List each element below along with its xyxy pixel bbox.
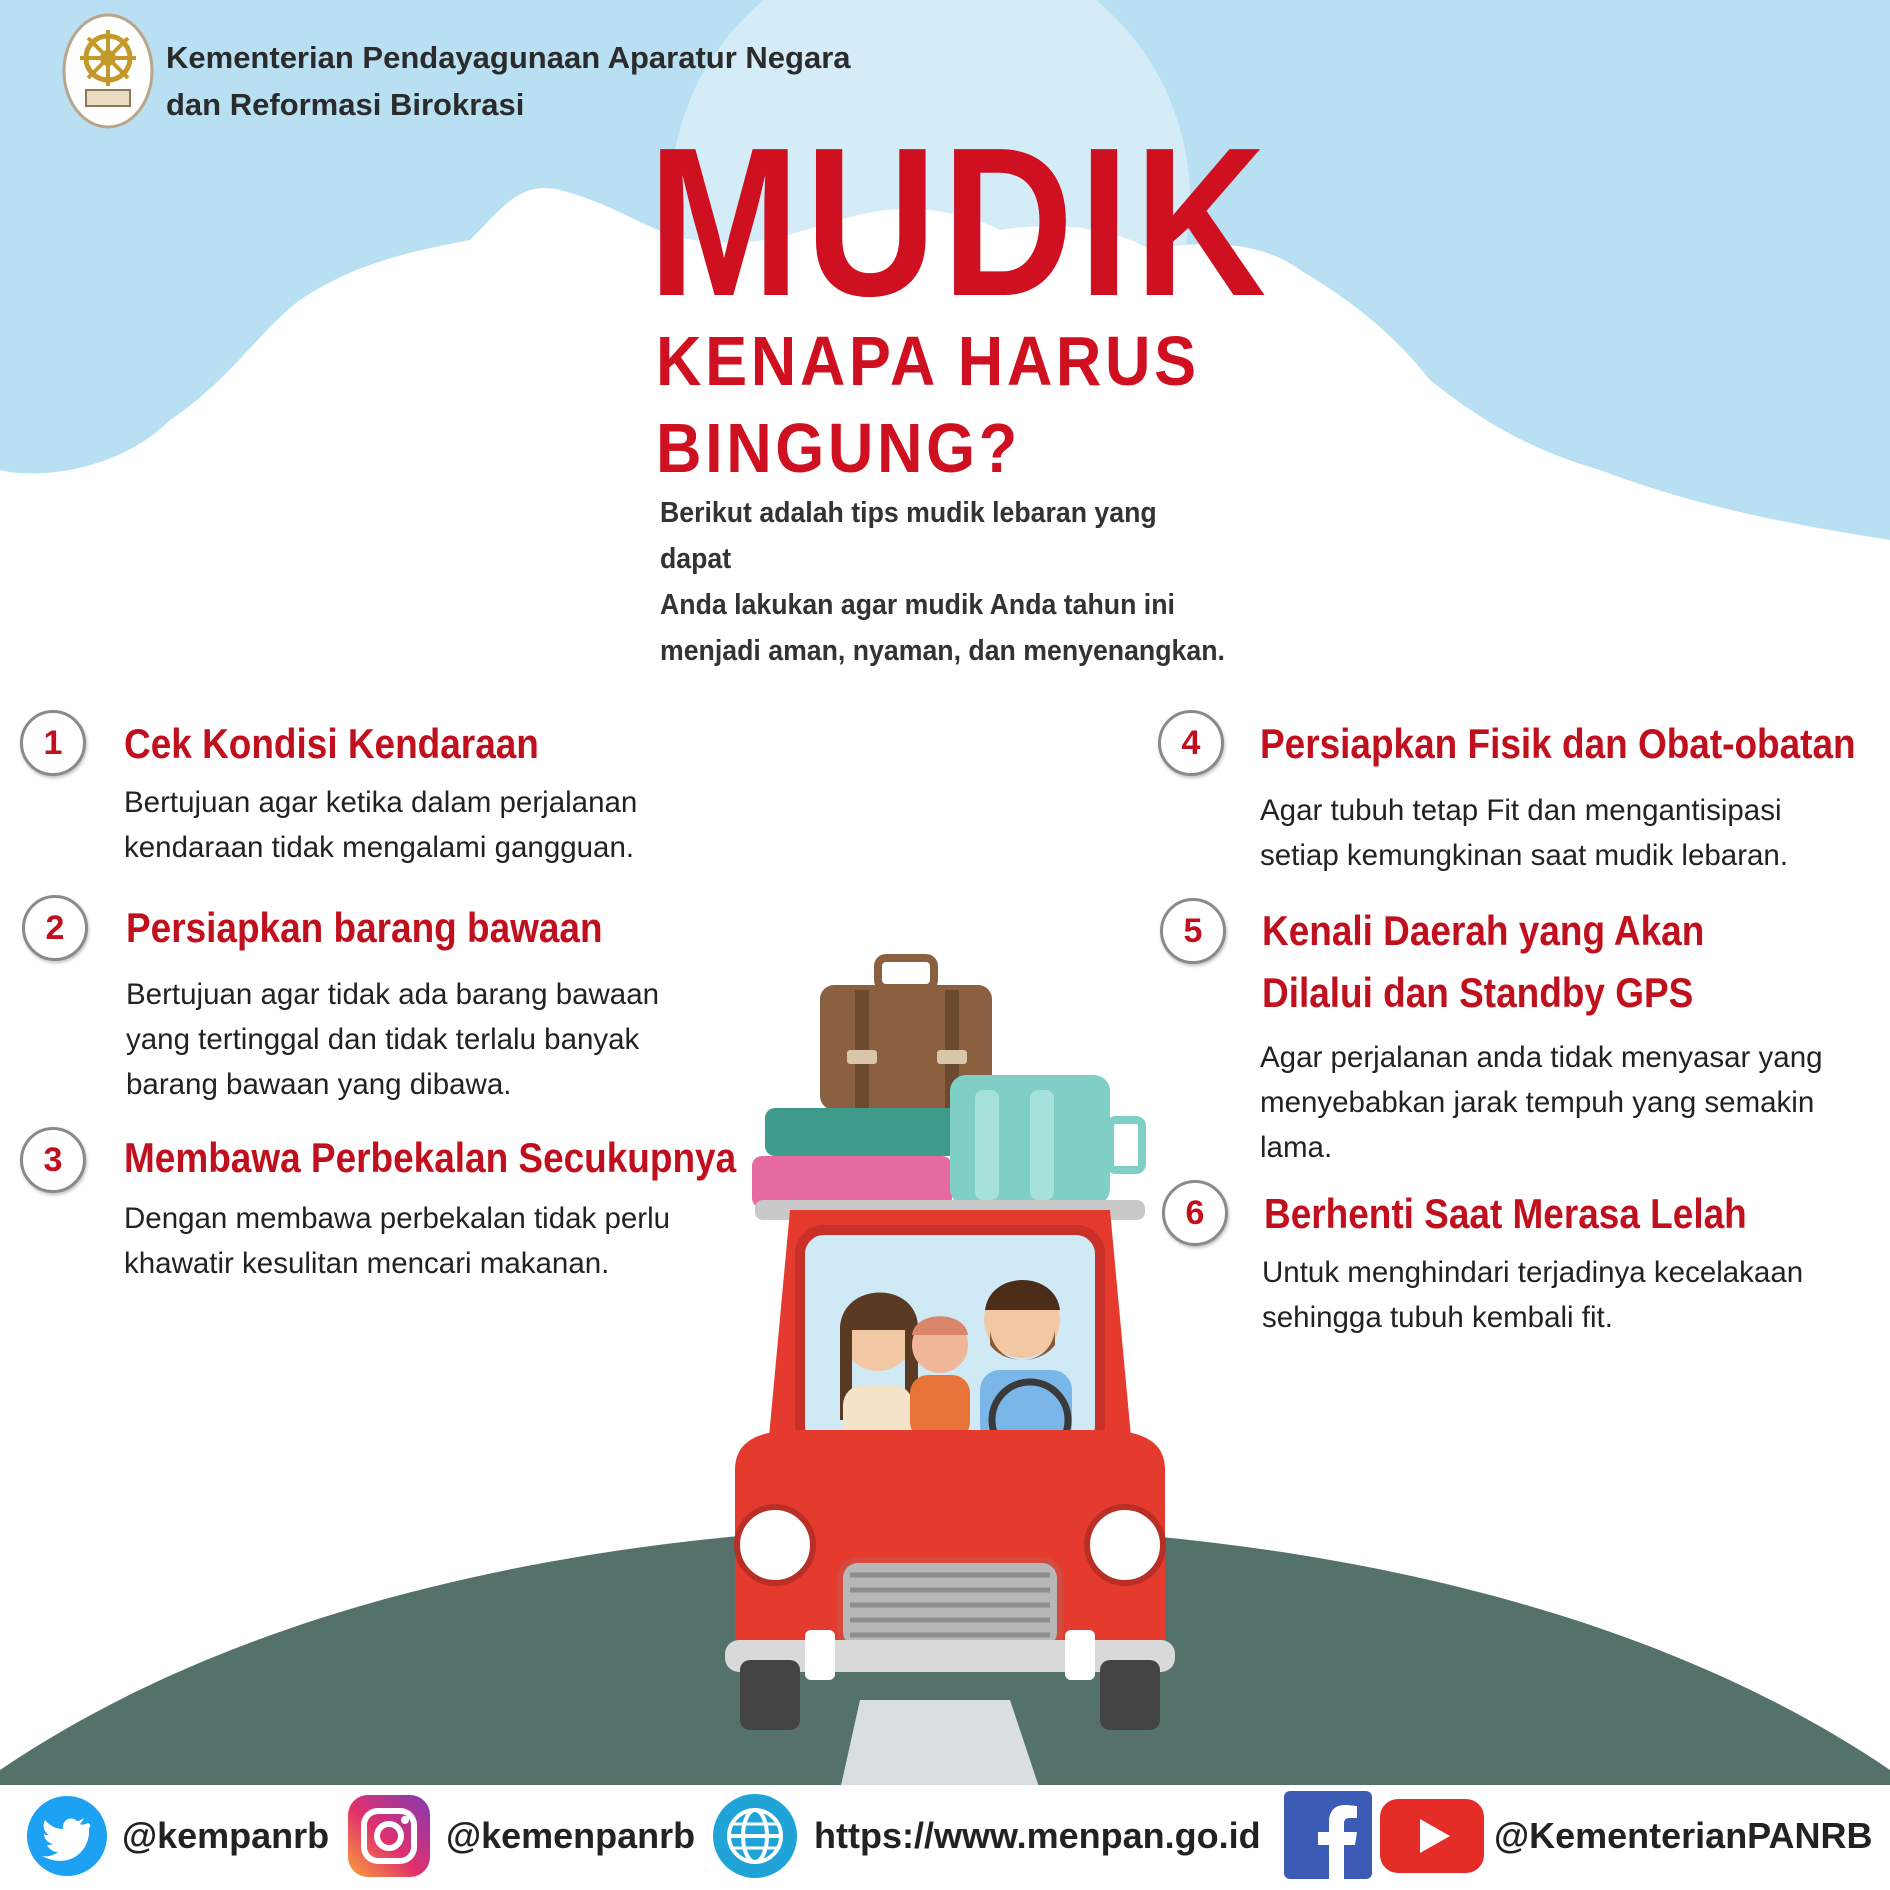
tip-desc-line: Bertujuan agar ketika dalam perjalanan xyxy=(124,786,638,819)
tip-desc-line: setiap kemungkinan saat mudik lebaran. xyxy=(1260,839,1789,872)
tip-desc-line: menyebabkan jarak tempuh yang semakin xyxy=(1260,1086,1815,1119)
tip-desc-line: kendaraan tidak mengalami gangguan. xyxy=(124,831,635,864)
website-link[interactable]: https://www.menpan.go.id xyxy=(814,1815,1261,1856)
tip-number-4: 4 xyxy=(1158,710,1224,776)
twitter-icon[interactable] xyxy=(26,1795,108,1877)
tip-title-5 xyxy=(1262,900,1704,1024)
instagram-icon[interactable] xyxy=(346,1793,432,1879)
tip-desc-1 xyxy=(124,780,637,870)
page-title: MUDIK xyxy=(648,103,1272,340)
tip-title-1: Cek Kondisi Kendaraan xyxy=(124,720,539,767)
tip-title-2: Persiapkan barang bawaan xyxy=(126,904,603,951)
tip-number-5: 5 xyxy=(1160,898,1226,964)
tip-desc-line: Bertujuan agar tidak ada barang bawaan xyxy=(126,978,660,1011)
twitter-handle[interactable]: @kempanrb xyxy=(122,1815,330,1856)
intro-line1: Berikut adalah tips mudik lebaran yang dapat xyxy=(660,497,1157,575)
tip-desc-line: Untuk menghindari terjadinya kecelakaan xyxy=(1262,1256,1804,1289)
facebook-icon[interactable] xyxy=(1284,1791,1372,1879)
tip-number-1: 1 xyxy=(20,710,86,776)
youtube-icon[interactable] xyxy=(1380,1799,1484,1873)
ministry-name-line1: Kementerian Pendayagunaan Aparatur Negara xyxy=(166,40,851,75)
facebook-youtube-handle[interactable]: @KementerianPANRB xyxy=(1494,1815,1873,1856)
instagram-handle[interactable]: @kemenpanrb xyxy=(446,1815,696,1856)
tip-desc-6 xyxy=(1262,1250,1803,1340)
tip-desc-3 xyxy=(124,1196,670,1286)
tip-title-5-line2: Dilalui dan Standby GPS xyxy=(1262,969,1694,1016)
intro-text xyxy=(660,490,1230,674)
tip-title-3: Membawa Perbekalan Secukupnya xyxy=(124,1134,737,1181)
car-illustration xyxy=(725,1200,1175,1730)
intro-line2: Anda lakukan agar mudik Anda tahun ini xyxy=(660,589,1175,621)
tip-desc-line: khawatir kesulitan mencari makanan. xyxy=(124,1247,610,1280)
tip-desc-line: Dengan membawa perbekalan tidak perlu xyxy=(124,1202,671,1235)
tip-desc-line: Agar perjalanan anda tidak menyasar yang xyxy=(1260,1041,1823,1074)
tip-desc-5 xyxy=(1260,1035,1823,1170)
ministry-logo xyxy=(62,12,154,130)
tip-title-4: Persiapkan Fisik dan Obat-obatan xyxy=(1260,720,1856,767)
subtitle-line2: BINGUNG? xyxy=(656,409,1021,487)
tip-number-2: 2 xyxy=(22,895,88,961)
intro-line3: menjadi aman, nyaman, dan menyenangkan. xyxy=(660,635,1225,667)
tip-desc-line: yang tertinggal dan tidak terlalu banyak xyxy=(126,1023,640,1056)
tip-number-3: 3 xyxy=(20,1127,86,1193)
tip-desc-2 xyxy=(126,972,659,1107)
ministry-name-line2: dan Reformasi Birokrasi xyxy=(166,87,525,122)
page-subtitle xyxy=(656,318,1200,492)
tip-desc-line: Agar tubuh tetap Fit dan mengantisipasi xyxy=(1260,794,1782,827)
subtitle-line1: KENAPA HARUS xyxy=(656,322,1200,400)
social-footer xyxy=(0,1785,1890,1890)
tip-desc-4 xyxy=(1260,788,1788,878)
tip-desc-line: sehingga tubuh kembali fit. xyxy=(1262,1301,1613,1334)
tip-number-6: 6 xyxy=(1162,1180,1228,1246)
tip-desc-line: lama. xyxy=(1260,1131,1333,1164)
tip-desc-line: barang bawaan yang dibawa. xyxy=(126,1068,512,1101)
tip-title-5-line1: Kenali Daerah yang Akan xyxy=(1262,907,1705,954)
tip-title-6: Berhenti Saat Merasa Lelah xyxy=(1264,1190,1747,1237)
globe-icon[interactable] xyxy=(712,1793,798,1879)
